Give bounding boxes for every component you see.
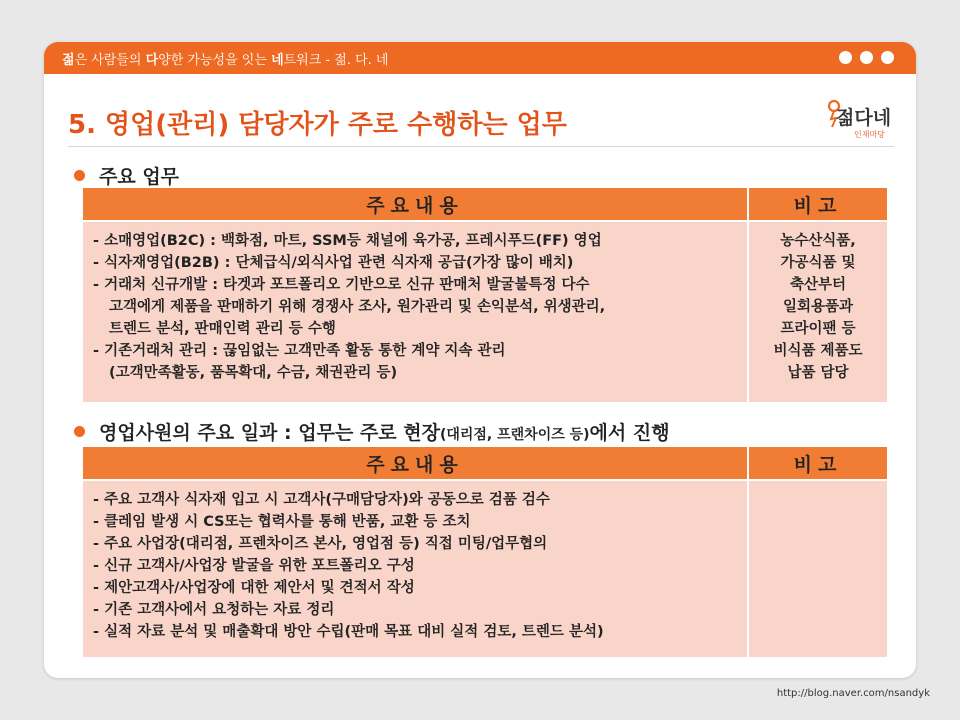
content-cell [83,222,747,402]
logo-text: 젊다네 [836,107,892,129]
dot-icon [881,51,894,64]
list-item: - 주요 고객사 식자재 입고 시 고객사(구매담당자)와 공동으로 검품 검수 [93,492,550,508]
bullet-icon [74,170,85,181]
list-item: - 신규 고객사/사업장 발굴을 위한 포트폴리오 구성 [93,558,415,574]
list-item: - 식자재영업(B2B) : 단체급식/외식사업 관련 식자재 공급(가장 많이 배치) [93,255,574,271]
column-header-note: 비고 [749,447,887,479]
section-heading-tail: 에서 진행 [589,422,670,444]
section-heading-daily-routine [74,418,670,445]
section-heading-main-tasks [74,162,179,189]
tagline-part: 트워크 - 젊. 다. 네 [283,53,389,68]
note-line: 가공식품 및 [780,255,856,271]
bullet-icon [74,426,85,437]
column-header-content: 주요내용 [83,447,747,479]
dot-icon [839,51,852,64]
note-line: 농수산식품, [780,233,856,249]
column-header-note: 비고 [749,188,887,220]
slide-card [44,42,916,678]
list-item: - 클레임 발생 시 CS또는 협력사를 통해 반품, 교환 등 조치 [93,514,471,530]
list-item: 고객에게 제품을 판매하기 위해 경쟁사 조사, 원가관리 및 손익분석, 위생관리, [109,299,606,315]
main-tasks-table [81,186,889,404]
list-item: 트렌드 분석, 판매인력 관리 등 수행 [109,321,336,337]
list-item: (고객만족활동, 품목확대, 수금, 채권관리 등) [109,365,398,381]
list-item: - 기존거래처 관리 : 끊임없는 고객만족 활동 통한 계약 지속 관리 [93,343,506,359]
note-cell [749,222,887,402]
brand-logo [824,97,896,145]
note-line: 프라이팬 등 [780,321,856,337]
dot-icon [860,51,873,64]
page-title: 5. 영업(관리) 담당자가 주로 수행하는 업무 [68,110,567,140]
column-header-content: 주요내용 [83,188,747,220]
list-item: - 소매영업(B2C) : 백화점, 마트, SSM등 채널에 육가공, 프레시푸드(FF) 영업 [93,233,602,249]
window-dots [839,51,894,64]
top-bar [44,42,916,74]
section-heading-text: 주요 업무 [99,166,180,188]
list-item: - 거래처 신규개발 : 타겟과 포트폴리오 기반으로 신규 판매처 발굴불특정 다수 [93,277,590,293]
tagline-part: 은 사람들의 [74,53,146,68]
list-item: - 기존 고객사에서 요청하는 자료 정리 [93,602,335,618]
tagline-part: 젊 [62,53,75,68]
tagline-part: 다 [145,53,159,68]
tagline [62,49,388,68]
section-heading-text: 영업사원의 주요 일과 : 업무는 주로 현장 [99,422,440,444]
note-line: 축산부터 [789,277,847,293]
section-heading-note: (대리점, 프랜차이즈 등) [439,427,590,443]
note-cell [749,481,887,657]
footer-url: http://blog.naver.com/nsandyk [776,688,930,699]
note-line: 일회용품과 [782,299,854,315]
note-line: 납품 담당 [787,365,849,381]
list-item: - 주요 사업장(대리점, 프렌차이즈 본사, 영업점 등) 직접 미팅/업무협의 [93,536,548,552]
list-item: - 실적 자료 분석 및 매출확대 방안 수립(판매 목표 대비 실적 검토, 트렌드 분석) [93,624,604,640]
daily-routine-table [81,445,889,659]
content-cell [83,481,747,657]
tagline-part: 네 [271,53,284,68]
note-line: 비식품 제품도 [773,343,863,359]
logo-subtext: 인재마당 [854,130,885,139]
list-item: - 제안고객사/사업장에 대한 제안서 및 견적서 작성 [93,580,415,596]
tagline-part: 양한 가능성을 잇는 [158,53,272,68]
title-divider [68,146,894,147]
